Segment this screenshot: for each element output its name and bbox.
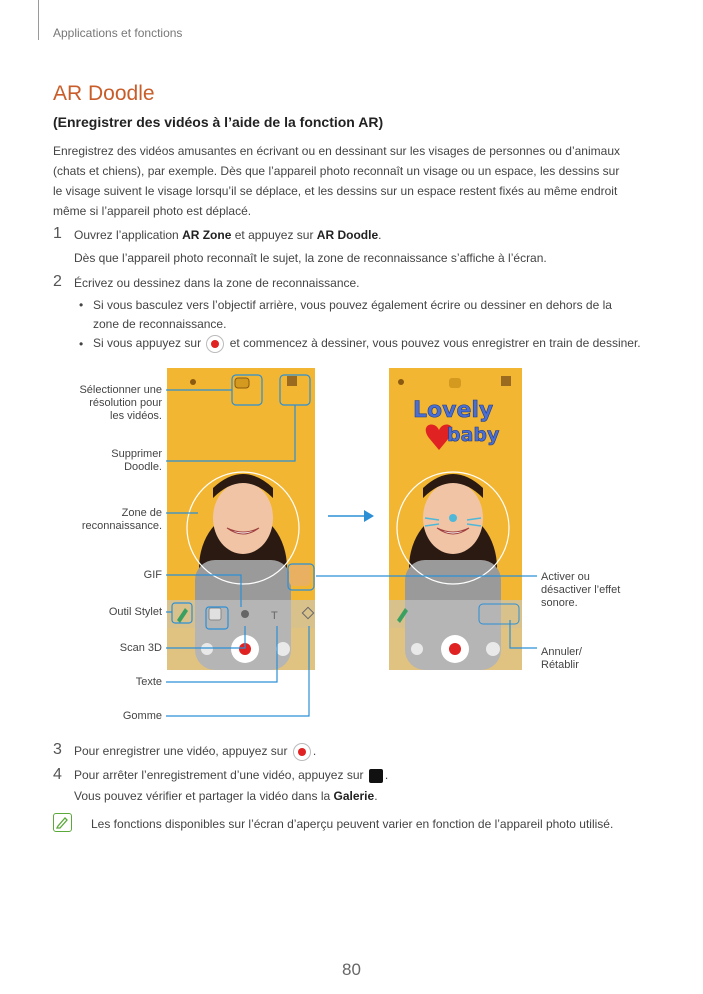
intro-paragraph bbox=[53, 141, 653, 221]
stop-icon bbox=[369, 769, 383, 783]
ar-zone-label: AR Zone bbox=[182, 228, 232, 242]
page-title: AR Doodle bbox=[53, 82, 155, 105]
step-number: 2 bbox=[53, 273, 62, 290]
callout-sound-effect: Activer ou désactiver l’effet sonore. bbox=[541, 571, 621, 609]
doodle-word-lovely: Lovely bbox=[413, 398, 494, 423]
intro-line: le visage suivent le visage lorsqu’il se déplace, et les dessins sur un espace restent fixés au même endroit bbox=[53, 184, 618, 198]
note-text: Les fonctions disponibles sur l’écran d’aperçu peuvent varier en fonction de l’appareil photo utilisé. bbox=[91, 817, 614, 831]
intro-line: (chats et chiens), par exemple. Dès que l’appareil photo reconnaît un visage ou un espace, les dessins sur bbox=[53, 164, 620, 178]
callout-delete-doodle: Supprimer Doodle. bbox=[111, 448, 162, 473]
callout-undo-redo: Annuler/ Rétablir bbox=[541, 646, 582, 671]
callout-text: Texte bbox=[135, 676, 162, 688]
intro-line: Enregistrez des vidéos amusantes en écrivant ou en dessinant sur les visages de personnes ou d’animaux bbox=[53, 144, 620, 158]
running-header: Applications et fonctions bbox=[53, 26, 183, 40]
step-2-bullet-1-cont: zone de reconnaissance. bbox=[93, 317, 227, 331]
record-icon bbox=[206, 335, 224, 353]
bullet-dot: • bbox=[79, 337, 84, 351]
callout-pen-tool: Outil Stylet bbox=[108, 606, 162, 618]
step-number: 1 bbox=[53, 225, 62, 242]
step-4-subtext: Vous pouvez vérifier et partager la vidéo dans la Galerie. bbox=[74, 789, 378, 803]
step-number: 3 bbox=[53, 741, 62, 758]
intro-line: même si l’appareil photo est déplacé. bbox=[53, 204, 252, 218]
page-subtitle: (Enregistrer des vidéos à l’aide de la fonction AR) bbox=[53, 114, 384, 130]
step-2-bullet-1: Si vous basculez vers l’objectif arrière, vous pouvez également écrire ou dessiner en dehors de la bbox=[93, 298, 612, 312]
step-1-subtext: Dès que l’appareil photo reconnaît le sujet, la zone de reconnaissance s’affiche à l’écran. bbox=[74, 251, 547, 265]
step-4-text: Pour arrêter l’enregistrement d’une vidéo, appuyez sur . bbox=[74, 768, 389, 782]
callout-eraser: Gomme bbox=[122, 710, 162, 722]
step-2-bullet-2: Si vous appuyez sur et commencez à dessiner, vous pouvez vous enregistrer en train de dessiner. bbox=[93, 335, 641, 353]
header-divider bbox=[38, 0, 39, 40]
record-icon bbox=[293, 743, 311, 761]
step-2-text: Écrivez ou dessinez dans la zone de reconnaissance. bbox=[74, 276, 360, 290]
step-3-text: Pour enregistrer une vidéo, appuyez sur . bbox=[74, 743, 316, 761]
text-tool-icon: T bbox=[271, 610, 278, 622]
callout-recognition-zone: Zone de reconnaissance. bbox=[81, 507, 162, 532]
note-icon bbox=[53, 813, 72, 832]
gallery-label: Galerie bbox=[333, 789, 375, 803]
step-number: 4 bbox=[53, 766, 62, 783]
ar-doodle-label: AR Doodle bbox=[316, 228, 379, 242]
doodle-word-baby: baby bbox=[447, 424, 500, 446]
callout-gif: GIF bbox=[143, 569, 162, 581]
callout-resolution: Sélectionner une résolution pour les vidéos. bbox=[79, 384, 162, 422]
step-1-text: Ouvrez l’application AR Zone et appuyez sur AR Doodle. bbox=[74, 228, 382, 242]
page-number: 80 bbox=[342, 960, 361, 979]
callout-scan-3d: Scan 3D bbox=[119, 642, 162, 654]
bullet-dot: • bbox=[79, 298, 84, 312]
